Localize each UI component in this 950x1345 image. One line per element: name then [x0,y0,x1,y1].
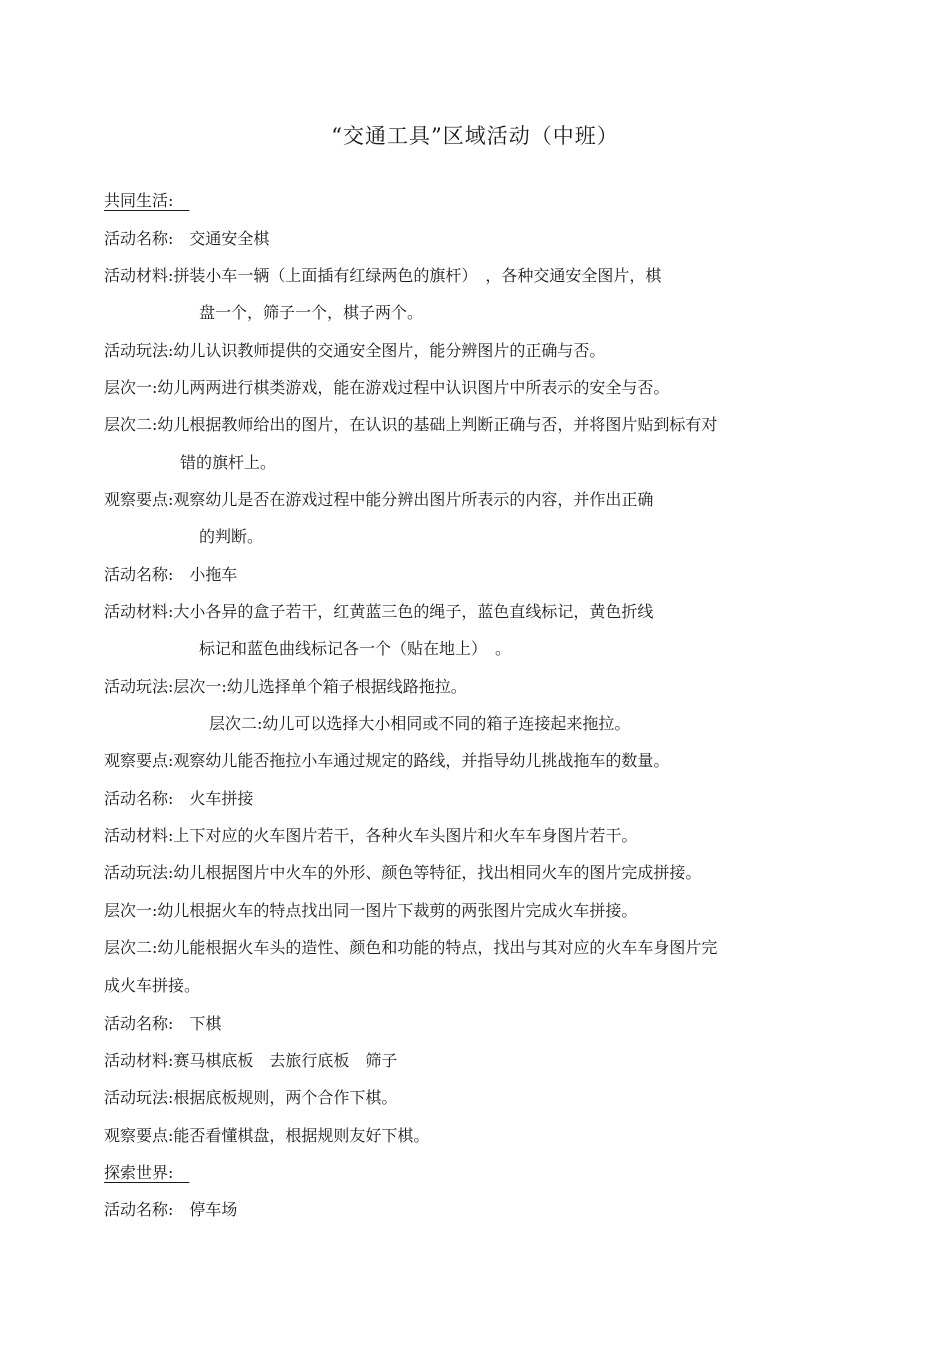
body-line: 活动名称: 小拖车 [104,565,238,584]
body-line: 活动材料:赛马棋底板 去旅行底板 筛子 [104,1051,398,1070]
body-line: 标记和蓝色曲线标记各一个（贴在地上） 。 [199,639,512,658]
body-line: 活动名称: 火车拼接 [104,789,254,808]
body-line: 活动名称: 交通安全棋 [104,229,270,248]
body-line: 层次一:幼儿两两进行棋类游戏，能在游戏过程中认识图片中所表示的安全与否。 [104,378,670,397]
body-line: 观察要点:观察幼儿能否拖拉小车通过规定的路线，并指导幼儿挑战拖车的数量。 [104,751,670,770]
body-line: 活动材料:拼装小车一辆（上面插有红绿两色的旗杆） ，各种交通安全图片，棋 [104,266,662,285]
body-line: 错的旗杆上。 [180,453,277,472]
body-line: 的判断。 [199,527,264,546]
body-line: 层次二:幼儿可以选择大小相同或不同的箱子连接起来拖拉。 [209,714,631,733]
body-line: 盘一个，筛子一个，棋子两个。 [199,303,424,322]
body-line: 层次一:幼儿根据火车的特点找出同一图片下裁剪的两张图片完成火车拼接。 [104,901,638,920]
body-line: 活动名称: 停车场 [104,1200,238,1219]
body-line: 活动玩法:幼儿认识教师提供的交通安全图片，能分辨图片的正确与否。 [104,341,606,360]
body-line: 观察要点:观察幼儿是否在游戏过程中能分辨出图片所表示的内容，并作出正确 [104,490,654,509]
body-line: 层次二:幼儿能根据火车头的造性、颜色和功能的特点，找出与其对应的火车车身图片完 [104,938,718,957]
body-line: 活动玩法:层次一:幼儿选择单个箱子根据线路拖拉。 [104,677,467,696]
body-line: 活动材料:上下对应的火车图片若干，各种火车头图片和火车车身图片若干。 [104,826,638,845]
body-line: 层次二:幼儿根据教师给出的图片，在认识的基础上判断正确与否，并将图片贴到标有对 [104,415,718,434]
body-line: 活动材料:大小各异的盒子若干，红黄蓝三色的绳子，蓝色直线标记，黄色折线 [104,602,654,621]
body-line: 观察要点:能否看懂棋盘，根据规则友好下棋。 [104,1126,430,1145]
section-heading-explore-world: 探索世界: [104,1163,190,1182]
body-line: 成火车拼接。 [104,976,201,995]
body-line: 活动名称: 下棋 [104,1014,222,1033]
body-line: 活动玩法:根据底板规则，两个合作下棋。 [104,1088,398,1107]
page-title: “交通工具”区域活动（中班） [331,124,619,148]
section-heading-shared-life: 共同生活: [104,191,190,210]
body-line: 活动玩法:幼儿根据图片中火车的外形、颜色等特征，找出相同火车的图片完成拼接。 [104,863,702,882]
